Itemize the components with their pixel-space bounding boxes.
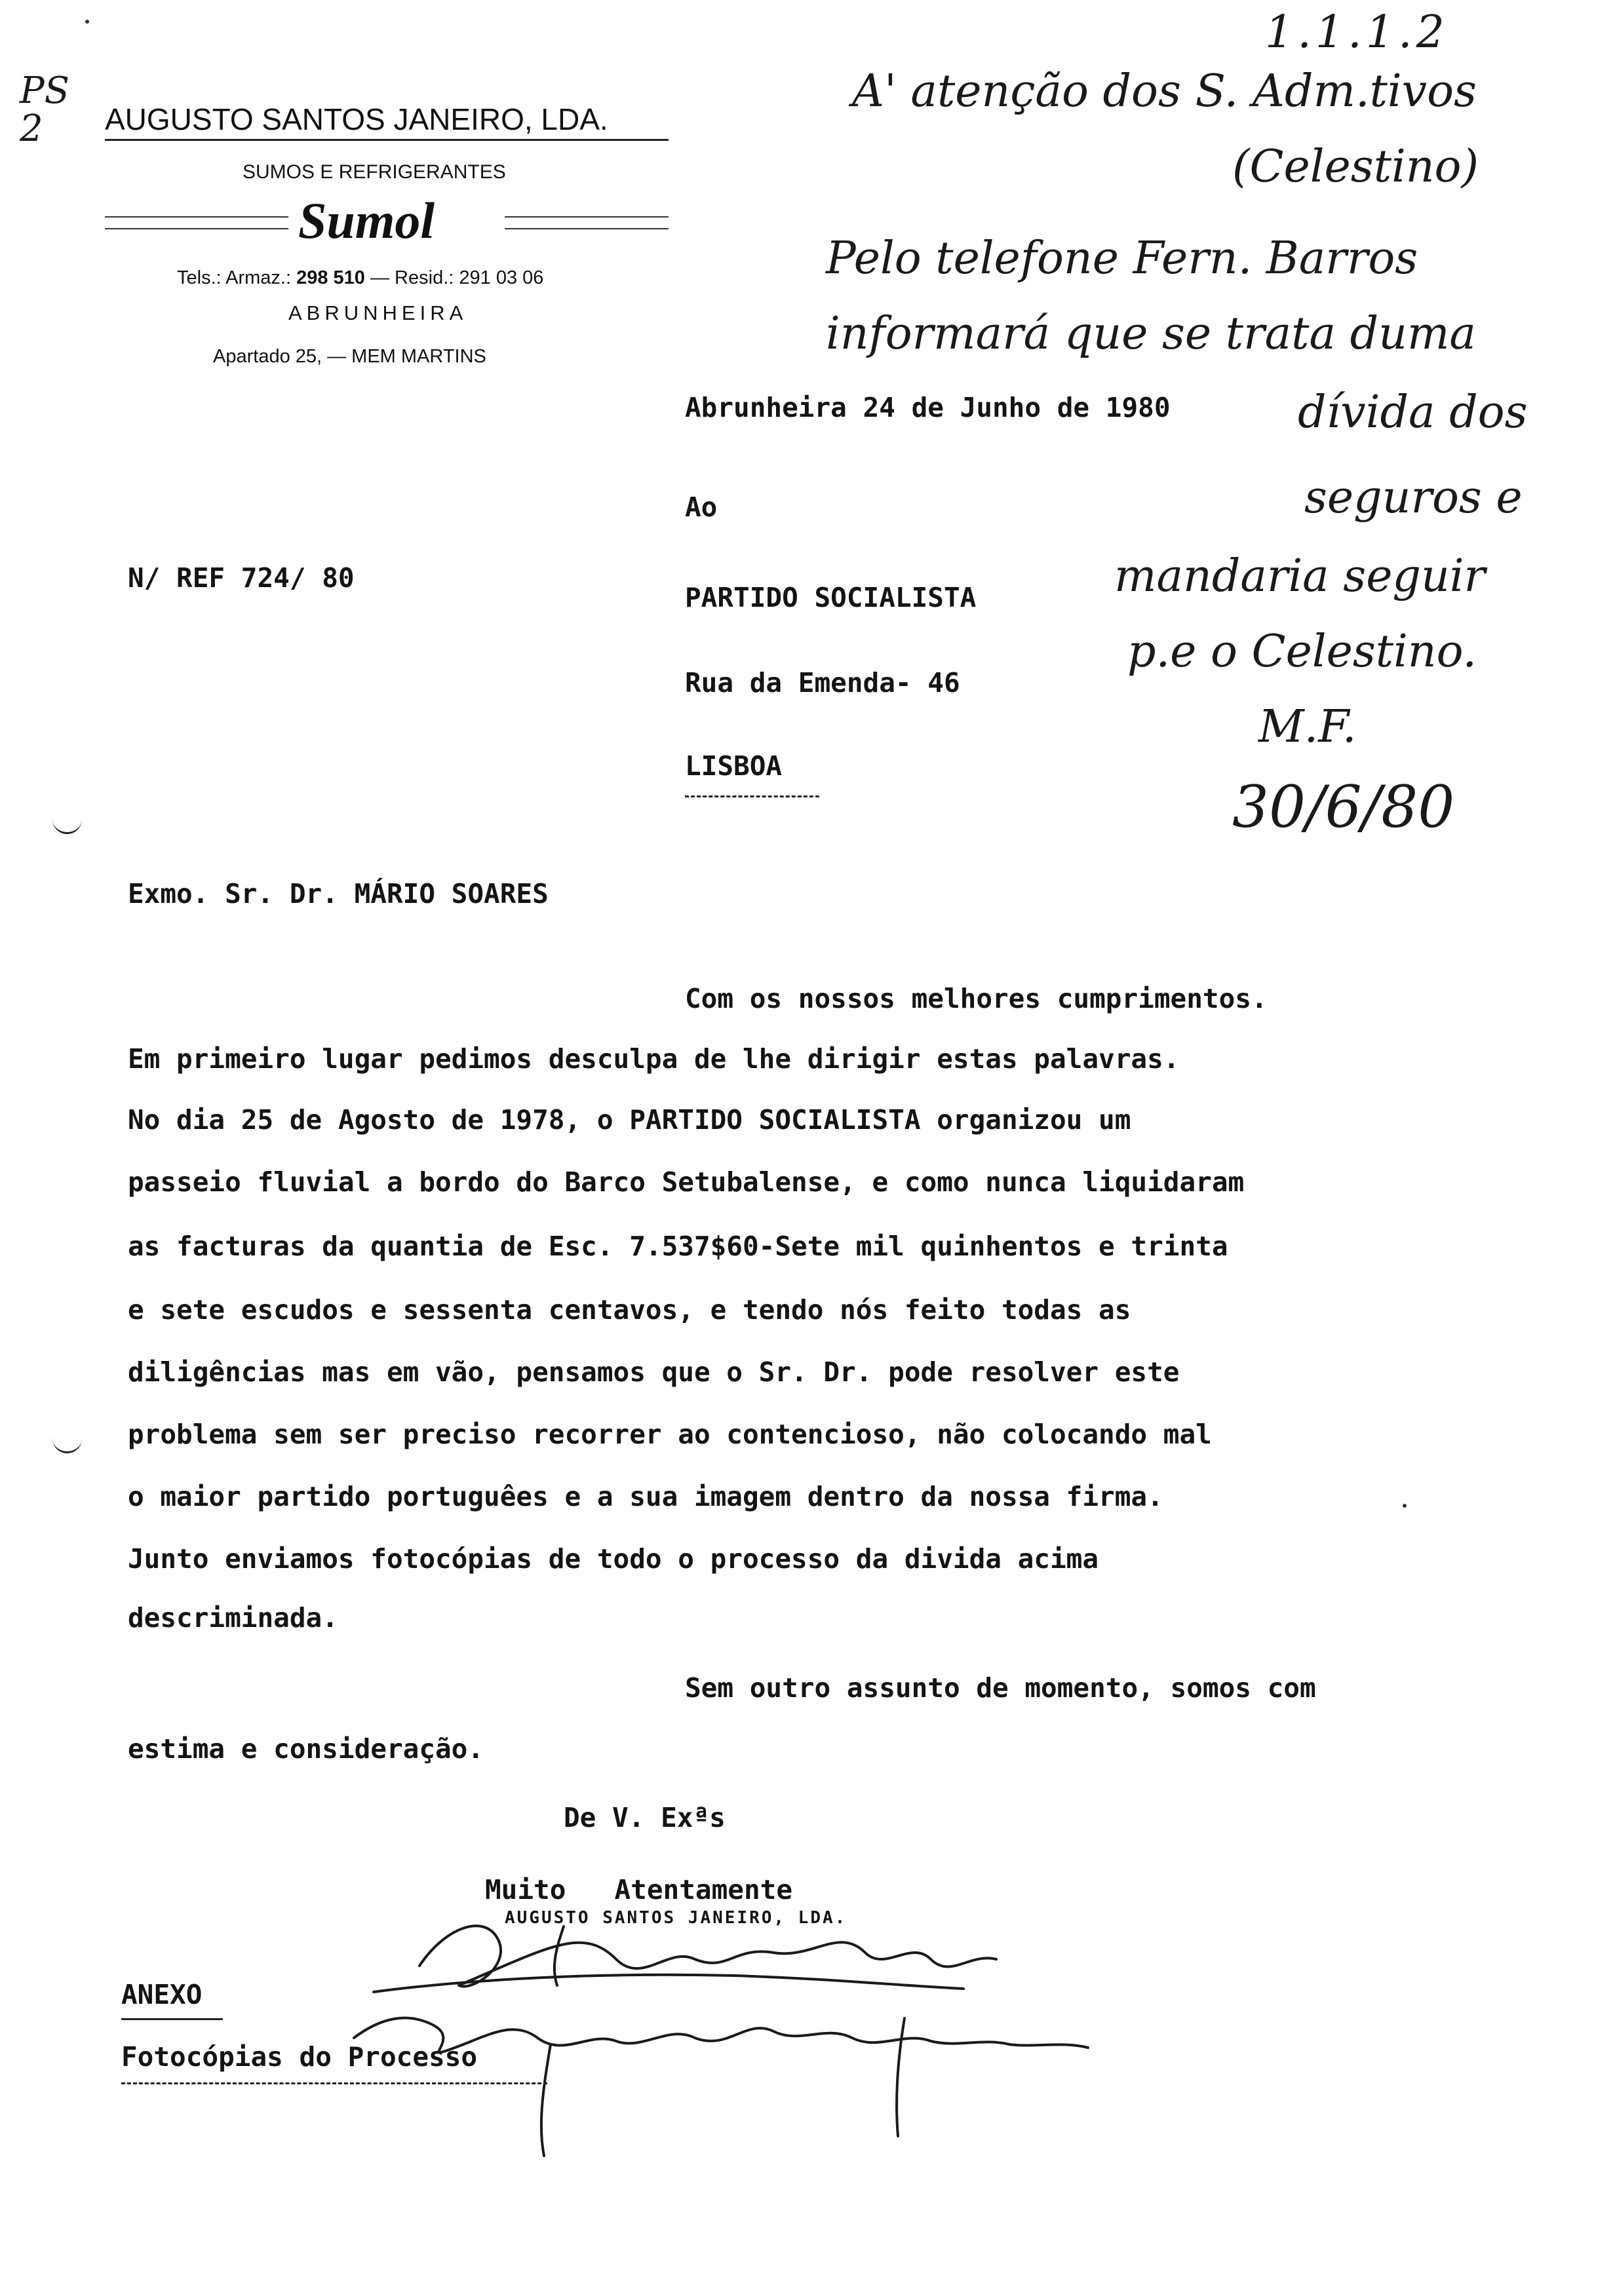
body-line: diligências mas em vão, pensamos que o Sr. Dr. pode resolver este (128, 1356, 1180, 1388)
margin-tick-mark (52, 1438, 82, 1453)
company-stamp: AUGUSTO SANTOS JANEIRO, LDA. (505, 1908, 847, 1928)
body-line: as facturas da quantia de Esc. 7.537$60-Sete mil quinhentos e trinta (128, 1231, 1228, 1262)
body-line: o maior partido portuguêes e a sua imagem dentro da nossa firma. (128, 1481, 1163, 1512)
handwritten-note-line: A' atenção dos S. Adm.tivos (852, 66, 1477, 117)
handwritten-note-line: p.e o Celestino. (1127, 626, 1477, 678)
reference-number: N/ REF 724/ 80 (128, 562, 355, 594)
body-line: e sete escudos e sessenta centavos, e tendo nós feito todas as (128, 1294, 1131, 1326)
phone-residence: 291 03 06 (459, 267, 544, 288)
closing-line: estima e consideração. (128, 1733, 484, 1765)
body-line: Com os nossos melhores cumprimentos. (685, 983, 1268, 1014)
addressee-label: Ao (685, 491, 718, 523)
muito-atentamente: Muito Atentamente (485, 1874, 792, 1905)
body-line: Em primeiro lugar pedimos desculpa de lhe dirigir estas palavras. (128, 1043, 1180, 1075)
body-line: Junto enviamos fotocópias de todo o processo da divida acima (128, 1543, 1099, 1575)
margin-tick-mark (52, 819, 82, 834)
recipient-name: PARTIDO SOCIALISTA (685, 582, 977, 613)
handwritten-note-line: seguros e (1304, 472, 1523, 524)
company-products: SUMOS E REFRIGERANTES (243, 161, 506, 183)
margin-handwritten-mark: PS 2 (20, 69, 70, 150)
city-underline (685, 795, 819, 797)
company-town: ABRUNHEIRA (288, 301, 468, 324)
company-phones (177, 267, 543, 289)
annex-description-underline (121, 2082, 547, 2084)
signatures-scribble (275, 1887, 1127, 2162)
annex-label: ANEXO (121, 1979, 203, 2010)
handwritten-note-line: Pelo telefone Fern. Barros (826, 233, 1418, 284)
phones-prefix: Tels.: Armaz.: (177, 267, 292, 288)
body-line: problema sem ser preciso recorrer ao contencioso, não colocando mal (128, 1419, 1212, 1450)
closing-line: Sem outro assunto de momento, somos com (685, 1672, 1316, 1704)
speck-mark (85, 20, 89, 24)
company-underline (105, 139, 669, 141)
body-line: passeio fluvial a bordo do Barco Setubalense, e como nunca liquidaram (128, 1166, 1245, 1198)
phones-mid: — Resid.: (370, 267, 454, 288)
brand-rule-left (105, 216, 288, 229)
handwritten-date: 30/6/80 (1232, 773, 1455, 841)
handwritten-note-line: informará que se trata duma (826, 308, 1476, 360)
handwritten-note-line: mandaria seguir (1114, 550, 1486, 602)
handwritten-note-line: (Celestino) (1232, 141, 1479, 193)
letter-date: Abrunheira 24 de Junho de 1980 (685, 392, 1171, 423)
brand-rule-right (505, 216, 669, 229)
company-address: Apartado 25, — MEM MARTINS (213, 346, 486, 367)
phone-warehouse: 298 510 (296, 267, 365, 288)
handwritten-file-number: 1.1.1.2 (1265, 7, 1449, 58)
salutation: Exmo. Sr. Dr. MÁRIO SOARES (128, 878, 549, 909)
brand-row (105, 192, 669, 249)
recipient-city: LISBOA (685, 750, 783, 782)
annex-underline (121, 2018, 223, 2020)
company-name: AUGUSTO SANTOS JANEIRO, LDA. (105, 102, 608, 136)
complimentary-close: De V. Exªs (564, 1802, 726, 1833)
brand-name: Sumol (298, 192, 435, 249)
annex-description: Fotocópias do Processo (121, 2041, 478, 2073)
recipient-street: Rua da Emenda- 46 (685, 667, 960, 698)
body-line: descriminada. (128, 1602, 338, 1634)
body-line: No dia 25 de Agosto de 1978, o PARTIDO SOCIALISTA organizou um (128, 1104, 1131, 1136)
handwritten-note-line: dívida dos (1298, 387, 1528, 438)
handwritten-initials: M.F. (1258, 701, 1357, 753)
speck-mark (1403, 1504, 1407, 1508)
